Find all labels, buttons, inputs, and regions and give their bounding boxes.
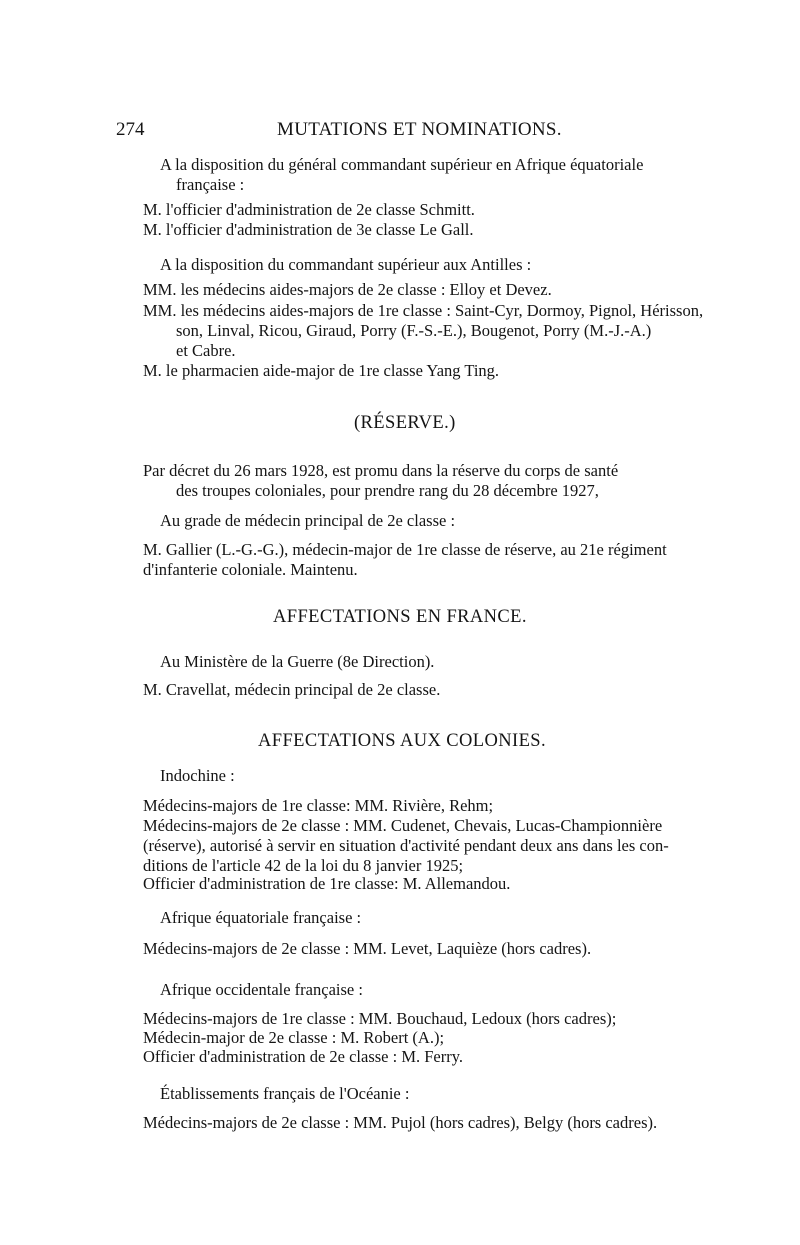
france-heading: AFFECTATIONS EN FRANCE. (273, 607, 527, 627)
reserve-item-line2: d'infanterie coloniale. Maintenu. (143, 560, 358, 579)
page-header (116, 119, 676, 145)
colonies-heading: AFFECTATIONS AUX COLONIES. (258, 731, 546, 751)
reserve-item-line1: M. Gallier (L.-G.-G.), médecin-major de 1re classe de réserve, au 21e régiment (143, 540, 667, 559)
section2-item1: MM. les médecins aides-majors de 2e classe : Elloy et Devez. (143, 280, 552, 299)
aef-line1: Médecins-majors de 2e classe : MM. Levet, Laquièze (hors cadres). (143, 939, 592, 958)
section2-intro: A la disposition du commandant supérieur aux Antilles : (160, 255, 532, 274)
oceanie-label: Établissements français de l'Océanie : (160, 1084, 410, 1103)
section2-item2-line2: son, Linval, Ricou, Giraud, Porry (F.-S.-E.), Bougenot, Porry (M.-J.-A.) (176, 321, 652, 340)
indochine-line4: ditions de l'article 42 de la loi du 8 janvier 1925; (143, 856, 464, 875)
section1-item2: M. l'officier d'administration de 3e classe Le Gall. (143, 220, 474, 239)
france-line2: M. Cravellat, médecin principal de 2e classe. (143, 680, 441, 699)
reserve-decree-line1: Par décret du 26 mars 1928, est promu dans la réserve du corps de santé (143, 461, 619, 480)
oceanie-line1: Médecins-majors de 2e classe : MM. Pujol (hors cadres), Belgy (hors cadres). (143, 1113, 658, 1132)
indochine-label: Indochine : (160, 766, 235, 785)
reserve-grade: Au grade de médecin principal de 2e classe : (160, 511, 456, 530)
aof-label: Afrique occidentale française : (160, 980, 363, 999)
indochine-line5: Officier d'administration de 1re classe: M. Allemandou. (143, 874, 511, 893)
section1-item1: M. l'officier d'administration de 2e classe Schmitt. (143, 200, 475, 219)
section1-intro-line2: française : (176, 175, 245, 194)
section2-item2-line1: MM. les médecins aides-majors de 1re classe : Saint-Cyr, Dormoy, Pignol, Hérisson, (143, 301, 704, 320)
page-number: 274 (116, 119, 145, 140)
aof-line1: Médecins-majors de 1re classe : MM. Bouchaud, Ledoux (hors cadres); (143, 1009, 617, 1028)
aof-line3: Officier d'administration de 2e classe : M. Ferry. (143, 1047, 464, 1066)
indochine-line2: Médecins-majors de 2e classe : MM. Cudenet, Chevais, Lucas-Championnière (143, 816, 663, 835)
france-line1: Au Ministère de la Guerre (8e Direction). (160, 652, 435, 671)
reserve-decree-line2: des troupes coloniales, pour prendre rang du 28 décembre 1927, (176, 481, 599, 500)
section1-intro-line1: A la disposition du général commandant supérieur en Afrique équatoriale (160, 155, 644, 174)
section2-item3: M. le pharmacien aide-major de 1re classe Yang Ting. (143, 361, 500, 380)
aof-line2: Médecin-major de 2e classe : M. Robert (A.); (143, 1028, 445, 1047)
indochine-line3: (réserve), autorisé à servir en situation d'activité pendant deux ans dans les con- (143, 836, 669, 855)
running-title: MUTATIONS ET NOMINATIONS. (277, 119, 562, 140)
section2-item2-line3: et Cabre. (176, 341, 236, 360)
indochine-line1: Médecins-majors de 1re classe: MM. Rivière, Rehm; (143, 796, 494, 815)
reserve-heading: (RÉSERVE.) (354, 413, 456, 433)
aef-label: Afrique équatoriale française : (160, 908, 362, 927)
